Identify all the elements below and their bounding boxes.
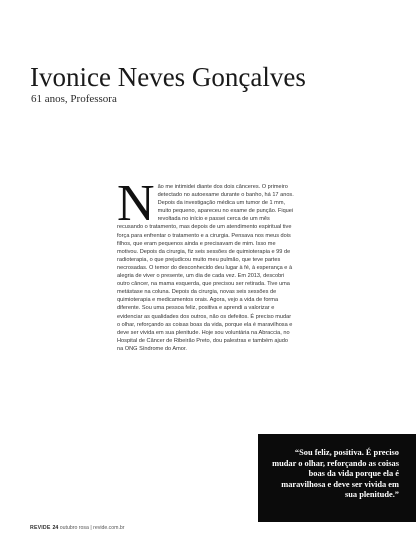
drop-cap: N bbox=[117, 175, 155, 232]
pull-quote-box bbox=[258, 434, 416, 522]
article-text: ão me intimidei diante dos dois cânceres. O primeiro detectado no autoexame durante o banho, há 17 anos. Depois da investigação médica um tumor de 1 mm, muito pequeno, apareceu no exame de punção. Fiquei revoltada no início e passei cerca de um mês recusando o tratamento, mas depois de um atendimento espiritual tive força para enfrentar o tratamento e a cirurgia. Pensava nos meus dois filhos, que eram pequenos ainda e precisavam de mim. Isso me motivou. Depois da cirurgia, fiz seis sessões de quimioterapia e 99 de radioterapia, o que prejudicou muito meu pulmão, que teve partes necrosadas. O temor do desconhecido deu lugar à fé, à esperança e à alegria de viver o presente, um dia de cada vez. Em 2013, descobri outro câncer, na mama esquerda, que precisou ser retirada. Tive uma metástase na coluna. Depois da cirurgia, novas seis sessões de quimioterapia e medicamentos orais. Agora, vejo a vida de forma diferente. Sou uma pessoa feliz, positiva e aprendi a valorizar e evidenciar as qualidades dos outros, não os defeitos. É preciso mudar o olhar, reforçando as coisas boas da vida, porque ela é maravilhosa e deve ser vivida em sua plenitude. Hoje sou voluntária na Abraccia, no Hospital de Câncer de Ribeirão Preto, dou palestras e também ajudo na ONG Síndrome do Amor. bbox=[117, 184, 294, 352]
footer-page-number: 24 bbox=[52, 525, 59, 531]
page-footer bbox=[30, 525, 125, 532]
footer-brand: REVIDE bbox=[30, 525, 51, 531]
pull-quote-text: “Sou feliz, positiva. É preciso mudar o olhar, reforçando as coisas boas da vida porque ela é maravilhosa e deve ser vivida em sua plenitude.” bbox=[272, 448, 399, 499]
page-title: Ivonice Neves Gonçalves bbox=[30, 62, 306, 92]
page-subtitle: 61 anos, Professora bbox=[31, 93, 117, 105]
article-body bbox=[117, 175, 295, 353]
footer-info: outubro rosa | revide.com.br bbox=[59, 525, 125, 531]
